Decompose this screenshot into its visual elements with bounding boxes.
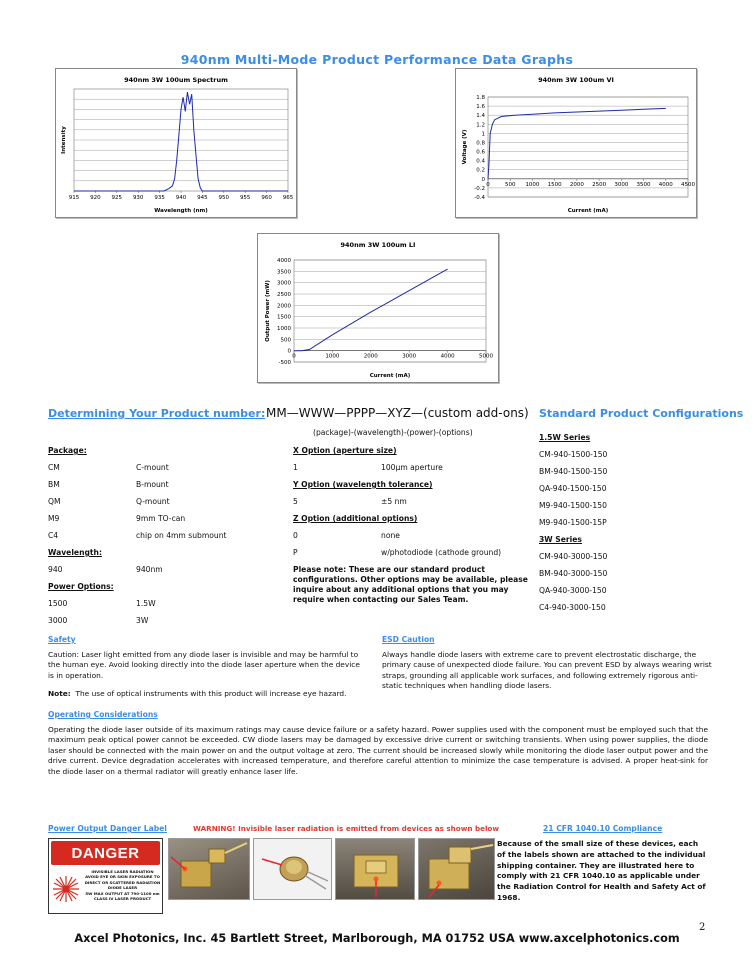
y-axis-label: Intensity bbox=[61, 126, 67, 154]
y-tick-label: 3500 bbox=[277, 269, 291, 276]
row-desc: C-mount bbox=[136, 463, 169, 472]
y-axis-label: Output Power (mW) bbox=[265, 280, 271, 342]
product-code-format: MM—WWW—PPPP—XYZ—(custom add-ons) bbox=[266, 406, 529, 420]
standard-heading: Standard Product Configurations bbox=[539, 407, 744, 420]
y-tick-label: 0.2 bbox=[476, 167, 485, 174]
laser-starburst-icon bbox=[49, 867, 83, 911]
x-tick-label: 0 bbox=[486, 181, 490, 188]
y-tick-label: 1 bbox=[481, 131, 485, 138]
row-desc: Q-mount bbox=[136, 497, 170, 506]
x-tick-label: 3000 bbox=[614, 181, 629, 188]
options-table bbox=[293, 446, 533, 605]
row-code: 940 bbox=[48, 565, 63, 574]
row-code: BM bbox=[48, 480, 60, 489]
x-tick-label: 2000 bbox=[363, 353, 378, 360]
config-item: C4-940-3000-150 bbox=[539, 603, 606, 612]
safety-note-label: Note: bbox=[48, 689, 71, 698]
x-tick-label: 1000 bbox=[325, 353, 340, 360]
y-tick-label: 0 bbox=[287, 348, 291, 355]
config-item: QA-940-1500-150 bbox=[539, 484, 607, 493]
table-row bbox=[48, 480, 278, 497]
vi-chart bbox=[455, 68, 697, 218]
x-tick-label: 4000 bbox=[440, 353, 455, 360]
row-code: M9 bbox=[48, 514, 60, 523]
chart-title: 940nm 3W 100um Spectrum bbox=[124, 76, 228, 84]
row-code: 5 bbox=[293, 497, 298, 506]
row-code: 0 bbox=[293, 531, 298, 540]
y-option-rows bbox=[293, 497, 533, 514]
y-tick-label: 0 bbox=[481, 176, 485, 183]
q-mount-photo bbox=[335, 838, 415, 900]
table-row bbox=[48, 599, 278, 616]
x-option-label: X Option (aperture size) bbox=[293, 446, 397, 455]
y-axis-label: Voltage (V) bbox=[462, 129, 468, 165]
y-tick-label: 0.4 bbox=[476, 158, 485, 165]
y-tick-label: 1.8 bbox=[476, 95, 485, 101]
x-tick-label: 1000 bbox=[525, 181, 540, 188]
x-tick-label: 960 bbox=[261, 195, 272, 201]
warning-text: WARNING! Invisible laser radiation is emitted from devices as shown below bbox=[193, 824, 500, 833]
x-tick-label: 5000 bbox=[479, 353, 493, 360]
x-tick-label: 955 bbox=[239, 195, 251, 201]
row-code: QM bbox=[48, 497, 61, 506]
y-option-label: Y Option (wavelength tolerance) bbox=[293, 480, 433, 489]
safety-note-text: The use of optical instruments with this product will increase eye hazard. bbox=[75, 689, 347, 698]
wavelength-label: Wavelength: bbox=[48, 548, 102, 557]
y-tick-label: 1.6 bbox=[476, 104, 485, 111]
y-tick-label: 2000 bbox=[277, 303, 291, 310]
label-line: DIRECT OR SCATTERED RADIATION bbox=[84, 879, 161, 885]
table-row bbox=[48, 616, 278, 633]
table-row bbox=[48, 565, 278, 582]
row-desc: 940nm bbox=[136, 565, 163, 574]
y-tick-label: 0.6 bbox=[476, 149, 485, 156]
config-item: BM-940-1500-150 bbox=[539, 467, 608, 476]
x-tick-label: 4500 bbox=[681, 181, 695, 188]
label-line: CLASS IV LASER PRODUCT bbox=[93, 896, 152, 902]
plot-area bbox=[294, 260, 486, 362]
y-tick-label: 1500 bbox=[277, 314, 291, 321]
x-tick-label: 1500 bbox=[547, 181, 562, 188]
danger-label bbox=[48, 838, 163, 914]
series-15-list bbox=[539, 450, 719, 535]
z-option-label: Z Option (additional options) bbox=[293, 514, 418, 523]
row-desc: 3W bbox=[136, 616, 149, 625]
x-tick-label: 500 bbox=[504, 181, 516, 188]
x-axis-label: Current (mA) bbox=[369, 373, 411, 379]
row-desc: 9mm TO-can bbox=[136, 514, 186, 523]
y-tick-label: 4000 bbox=[277, 258, 291, 264]
x-tick-label: 3500 bbox=[636, 181, 651, 188]
y-tick-label: 3000 bbox=[277, 280, 291, 287]
series-3-list bbox=[539, 552, 719, 620]
x-tick-label: 935 bbox=[154, 195, 165, 201]
spectrum-chart-svg bbox=[56, 69, 296, 217]
x-tick-label: 4000 bbox=[658, 181, 673, 188]
table-row bbox=[48, 463, 278, 480]
determining-heading: Determining Your Product number: bbox=[48, 407, 266, 420]
page-number: 2 bbox=[699, 922, 706, 933]
chart-title: 940nm 3W 100um VI bbox=[538, 76, 614, 84]
x-tick-label: 965 bbox=[282, 195, 294, 201]
operating-text: Operating the diode laser outside of its maximum ratings may cause device failure or a safety hazard. Power supplies used with the component must be employed such that the maximum peak optical power cannot be exceeded. CW diode lasers may be damaged by excessive drive current or switching transients. When using power supplies, the diode laser should be connected with the main power on and the output voltage at zero. The current should be increased slowly while monitoring the diode laser output power and the drive current. Device degradation accelerates with increased temperature, and therefore careful attention to minimize the case temperature is advised. A proper heat-sink for the diode laser on a thermal radiator will greatly enhance laser life. bbox=[48, 725, 708, 776]
x-tick-label: 945 bbox=[197, 195, 208, 201]
y-tick-label: -0.4 bbox=[474, 195, 485, 201]
series-15-label: 1.5W Series bbox=[539, 433, 591, 442]
spectrum-chart bbox=[55, 68, 297, 218]
operating-heading: Operating Considerations bbox=[48, 710, 158, 719]
row-code: C4 bbox=[48, 531, 59, 540]
x-tick-label: 925 bbox=[111, 195, 123, 201]
to-can-photo bbox=[253, 838, 332, 900]
package-label: Package: bbox=[48, 446, 87, 455]
table-row bbox=[293, 548, 533, 565]
label-line: INVISIBLE LASER RADIATION bbox=[91, 869, 154, 874]
y-tick-label: 1000 bbox=[277, 326, 291, 332]
li-chart-svg bbox=[258, 234, 498, 382]
danger-label-heading: Power Output Danger Label bbox=[48, 824, 167, 833]
power-label: Power Options: bbox=[48, 582, 114, 591]
config-item: BM-940-3000-150 bbox=[539, 569, 608, 578]
config-item: CM-940-3000-150 bbox=[539, 552, 608, 561]
table-row bbox=[48, 531, 278, 548]
row-code: P bbox=[293, 548, 298, 557]
table-row bbox=[293, 531, 533, 548]
x-tick-label: 0 bbox=[292, 353, 296, 360]
chart-title: 940nm 3W 100um LI bbox=[340, 241, 416, 249]
config-item: CM-940-1500-150 bbox=[539, 450, 608, 459]
esd-text: Always handle diode lasers with extreme care to prevent electrostatic discharge, the primary cause of unexpected diode failure. You can prevent ESD by always wearing wrist straps, grounding all applicable work surfaces, and following extremely rigorous anti-static techniques when handling diode lasers. bbox=[382, 650, 712, 691]
label-line: AVOID EYE OR SKIN EXPOSURE TO bbox=[85, 874, 160, 880]
series-3-label: 3W Series bbox=[539, 535, 582, 544]
x-tick-label: 930 bbox=[132, 195, 144, 201]
y-tick-label: 1.4 bbox=[476, 113, 485, 120]
row-desc: 1.5W bbox=[136, 599, 156, 608]
config-item: M9-940-1500-15P bbox=[539, 518, 607, 527]
row-code: CM bbox=[48, 463, 60, 472]
footer: Axcel Photonics, Inc. 45 Bartlett Street, Marlborough, MA 01752 USA www.axcelphotonics.com bbox=[74, 932, 680, 945]
package-rows bbox=[48, 463, 278, 548]
c-mount-photo bbox=[168, 838, 250, 900]
row-code: 1 bbox=[293, 463, 298, 472]
y-tick-label: 2500 bbox=[277, 292, 291, 298]
y-tick-label: 500 bbox=[280, 337, 291, 344]
standard-configs bbox=[539, 433, 719, 620]
row-desc: w/photodiode (cathode ground) bbox=[381, 548, 502, 557]
z-option-rows bbox=[293, 531, 533, 565]
danger-label-text bbox=[83, 867, 162, 911]
safety-note bbox=[48, 689, 378, 699]
x-tick-label: 920 bbox=[90, 195, 101, 201]
options-note: Please note: These are our standard product configurations. Other options may be available, please inquire about any additional options that you may require when contacting our Sales Team. bbox=[293, 565, 528, 604]
li-chart bbox=[257, 233, 499, 383]
b-mount-photo bbox=[418, 838, 495, 900]
x-axis-label: Wavelength (nm) bbox=[154, 208, 208, 214]
left-table bbox=[48, 446, 278, 633]
page-title: 940nm Multi-Mode Product Performance Data Graphs bbox=[180, 52, 574, 67]
y-tick-label: -500 bbox=[278, 360, 291, 366]
vi-chart-svg bbox=[456, 69, 696, 217]
label-line: DIODE LASER bbox=[107, 885, 138, 891]
label-line: 5W MAX OUTPUT AT 790-1100 nm bbox=[85, 890, 160, 896]
y-tick-label: 1.2 bbox=[476, 122, 485, 129]
danger-banner bbox=[51, 841, 160, 865]
cfr-heading: 21 CFR 1040.10 Compliance bbox=[543, 824, 663, 833]
esd-heading: ESD Caution bbox=[382, 635, 435, 644]
row-desc: none bbox=[381, 531, 400, 540]
x-tick-label: 3000 bbox=[402, 353, 417, 360]
x-tick-label: 915 bbox=[68, 195, 80, 201]
row-desc: B-mount bbox=[136, 480, 169, 489]
row-code: 1500 bbox=[48, 599, 68, 608]
row-desc: 100μm aperture bbox=[381, 463, 443, 472]
x-tick-label: 950 bbox=[218, 195, 230, 201]
safety-heading: Safety bbox=[48, 635, 76, 644]
product-code-legend: (package)-(wavelength)-(power)-(options) bbox=[313, 428, 473, 437]
danger-word: DANGER bbox=[71, 844, 140, 862]
wavelength-rows bbox=[48, 565, 278, 582]
x-tick-label: 2500 bbox=[592, 181, 607, 188]
y-tick-label: -0.2 bbox=[474, 185, 485, 192]
safety-text: Caution: Laser light emitted from any diode laser is invisible and may be harmful to the human eye. Avoid looking directly into the diode laser aperture when the device is in operation. bbox=[48, 650, 360, 680]
table-row bbox=[48, 497, 278, 514]
table-row bbox=[48, 514, 278, 531]
power-rows bbox=[48, 599, 278, 633]
x-tick-label: 940 bbox=[175, 195, 187, 201]
config-item: M9-940-1500-150 bbox=[539, 501, 607, 510]
danger-body bbox=[49, 867, 162, 911]
x-axis-label: Current (mA) bbox=[567, 208, 609, 214]
x-option-rows bbox=[293, 463, 533, 480]
row-desc: chip on 4mm submount bbox=[136, 531, 227, 540]
row-code: 3000 bbox=[48, 616, 68, 625]
config-item: QA-940-3000-150 bbox=[539, 586, 607, 595]
y-tick-label: 0.8 bbox=[476, 140, 485, 147]
x-tick-label: 2000 bbox=[569, 181, 584, 188]
table-row bbox=[293, 463, 533, 480]
table-row bbox=[293, 497, 533, 514]
row-desc: ±5 nm bbox=[381, 497, 407, 506]
cfr-text: Because of the small size of these devices, each of the labels shown are attached to the individual shipping container. They are illustrated here to comply with 21 CFR 1040.10 as applicable under the Radiation Control for Health and Safety Act of 1968. bbox=[497, 839, 706, 902]
